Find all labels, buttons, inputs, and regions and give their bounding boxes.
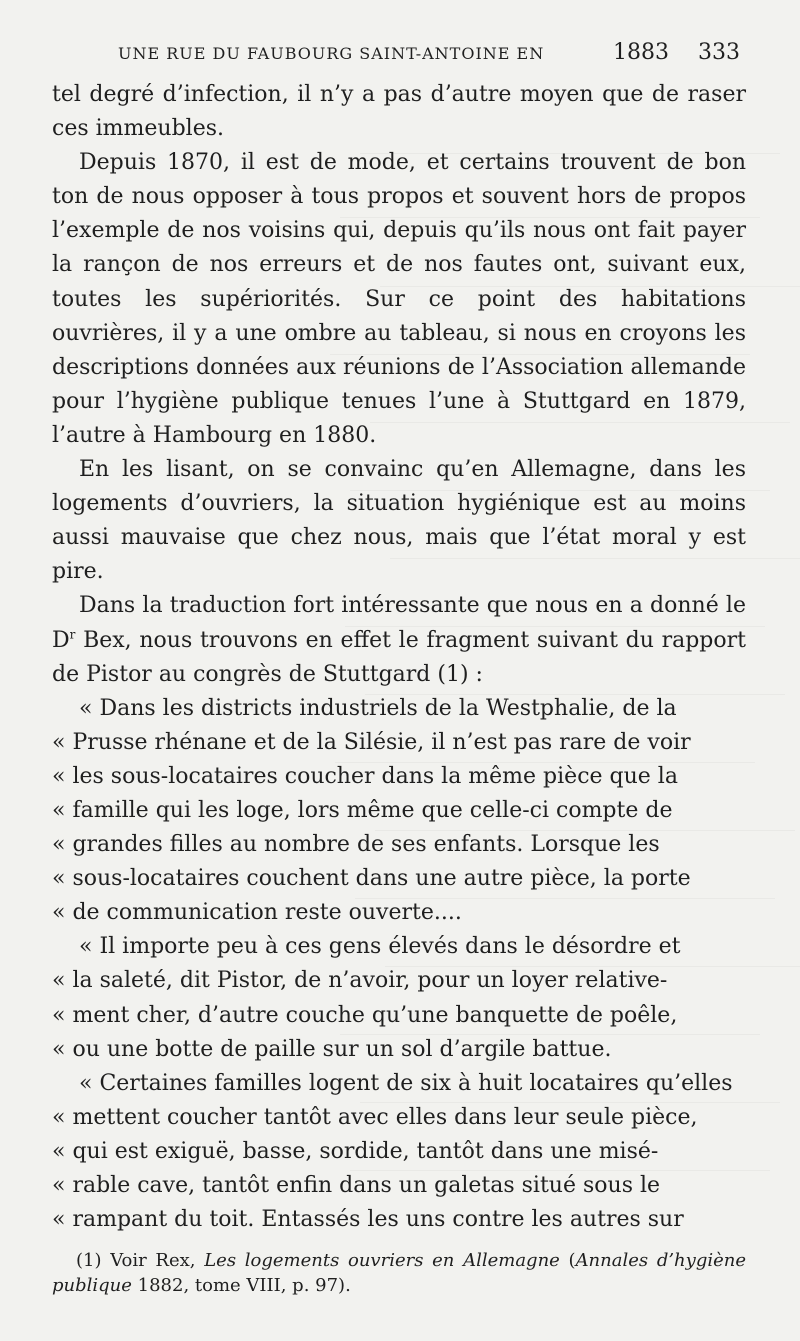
quote-line: « mettent coucher tantôt avec elles dans leur seule pièce,: [52, 1104, 698, 1130]
footnote-marker: (1) Voir Rex,: [76, 1250, 196, 1271]
running-year: 1883: [613, 40, 669, 65]
footnote-journal-title: Annales d’hygiène publique: [52, 1250, 746, 1296]
quote-line: « de communication reste ouverte....: [52, 900, 462, 926]
quote-block-3: [52, 1067, 746, 1237]
doctor-superscript: r: [69, 627, 76, 642]
quote-line: « ou une botte de paille sur un sol d’argile battue.: [52, 1036, 612, 1062]
footnote: [52, 1248, 746, 1298]
quote-line: « les sous-locataires coucher dans la même pièce que la: [52, 763, 678, 789]
paragraph-traduction: [52, 589, 746, 691]
quote-line: « grandes filles au nombre de ses enfants. Lorsque les: [52, 832, 660, 858]
quote-block-1: [52, 692, 746, 931]
paragraph-traduction-after: Bex, nous trouvons en effet le fragment suivant du rapport de Pistor au congrès de Stuttgard (1) :: [52, 627, 746, 687]
quote-line: « Dans les districts industriels de la Westphalie, de la: [79, 695, 677, 721]
paragraph-continuation: tel degré d’infection, il n’y a pas d’autre moyen que de raser ces immeubles.: [52, 82, 746, 142]
footnote-open-paren: (: [568, 1250, 576, 1271]
page-number: 333: [698, 40, 740, 65]
main-text: [52, 78, 746, 1237]
quote-line: « famille qui les loge, lors même que celle-ci compte de: [52, 797, 673, 823]
quote-line: « rable cave, tantôt enfin dans un galetas situé sous le: [52, 1173, 661, 1198]
footnote-tail: 1882, tome VIII, p. 97).: [131, 1275, 351, 1296]
quote-block-2: [52, 930, 746, 1066]
running-header: [118, 40, 740, 70]
quote-line: « rampant du toit. Entassés les uns contre les autres sur: [52, 1207, 684, 1233]
quote-line: « Il importe peu à ces gens élevés dans le désordre et: [79, 934, 681, 960]
quote-line: « sous-locataires couchent dans une autre pièce, la porte: [52, 866, 691, 892]
paragraph-1870: Depuis 1870, il est de mode, et certains trouvent de bon ton de nous opposer à tous propos et souvent hors de propos l’exemple de nos voisins qui, depuis qu’ils nous ont fait payer la rançon de nos erreurs et de nos fautes ont, suivant eux, toutes les supériorités. Sur ce point des habitations ouvrières, il y a une ombre au tableau, si nous en croyons les descriptions données aux réunions de l’Association allemande pour l’hygiène publique tenues l’une à Stuttgard en 1879, l’autre à Hambourg en 1880.: [52, 150, 746, 448]
quote-line: « qui est exiguë, basse, sordide, tantôt dans une misé-: [52, 1138, 659, 1164]
quote-line: « ment cher, d’autre couche qu’une banquette de poêle,: [52, 1002, 678, 1028]
quote-line: « Prusse rhénane et de la Silésie, il n’est pas rare de voir: [52, 729, 691, 755]
paragraph-traduction-before: Dans la traduction fort intéressante que nous en a donné le D: [52, 593, 746, 653]
running-title: UNE RUE DU FAUBOURG SAINT-ANTOINE EN: [118, 44, 545, 63]
quote-line: « la saleté, dit Pistor, de n’avoir, pour un loyer relative-: [52, 968, 668, 994]
paragraph-en-les-lisant: En les lisant, on se convainc qu’en Allemagne, dans les logements d’ouvriers, la situation hygiénique est au moins aussi mauvaise que chez nous, mais que l’état moral y est pire.: [52, 457, 746, 585]
quote-line: « Certaines familles logent de six à huit locataires qu’elles: [79, 1070, 733, 1096]
footnote-book-title: Les logements ouvriers en Allemagne: [204, 1250, 560, 1271]
